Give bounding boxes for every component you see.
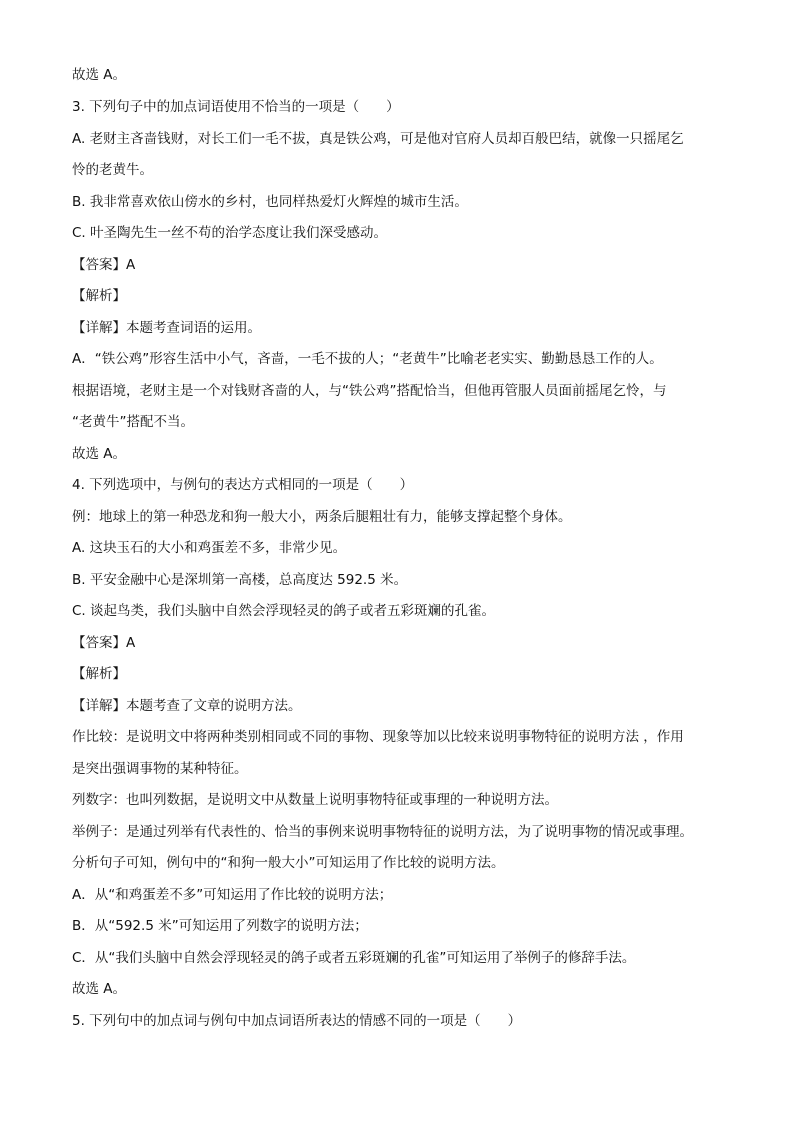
question-4: 4. 下列选项中，与例句的表达方式相同的一项是（ ） — [72, 477, 414, 493]
explanation-line: 分析句子可知，例句中的“和狗一般大小”可知运用了作比较的说明方法。 — [72, 855, 505, 871]
detail-label: 【详解】本题考查了文章的说明方法。 — [72, 698, 302, 714]
option-a: A. 老财主吝啬钱财，对长工们一毛不拔，真是铁公鸡，可是他对官府人员却百般巴结，就像一只摇尾乞 — [72, 131, 684, 147]
explanation-line: “老黄牛”搭配不当。 — [72, 414, 194, 430]
option-a: A. 这块玉石的大小和鸡蛋差不多，非常少见。 — [72, 540, 347, 556]
explanation-line: 是突出强调事物的某种特征。 — [72, 761, 248, 777]
option-c: C. 叶圣陶先生一丝不苟的治学态度让我们深受感动。 — [72, 225, 388, 241]
answer-label: 【答案】A — [72, 635, 136, 651]
explanation-line: B．从“592.5 米”可知运用了列数字的说明方法； — [72, 918, 368, 934]
option-a-cont: 怜的老黄牛。 — [72, 162, 153, 178]
detail-label: 【详解】本题考查词语的运用。 — [72, 320, 261, 336]
option-b: B. 我非常喜欢依山傍水的乡村，也同样热爱灯火辉煌的城市生活。 — [72, 194, 468, 210]
question-5: 5. 下列句中的加点词与例句中加点词语所表达的情感不同的一项是（ ） — [72, 1013, 522, 1029]
analysis-label: 【解析】 — [72, 666, 126, 682]
explanation-line: C．从“我们头脑中自然会浮现轻灵的鸽子或者五彩斑斓的孔雀”可知运用了举例子的修辞手法。 — [72, 950, 636, 966]
option-c: C. 谈起鸟类，我们头脑中自然会浮现轻灵的鸽子或者五彩斑斓的孔雀。 — [72, 603, 496, 619]
explanation-line: A．从“和鸡蛋差不多”可知运用了作比较的说明方法； — [72, 887, 393, 903]
explanation-line: 列数字：也叫列数据，是说明文中从数量上说明事物特征或事理的一种说明方法。 — [72, 792, 558, 808]
answer-label: 【答案】A — [72, 257, 136, 273]
analysis-label: 【解析】 — [72, 288, 126, 304]
example-sentence: 例：地球上的第一种恐龙和狗一般大小，两条后腿粗壮有力，能够支撑起整个身体。 — [72, 509, 572, 525]
explanation-line: 根据语境，老财主是一个对钱财吝啬的人，与“铁公鸡”搭配恰当，但他再管服人员面前摇尾乞怜，与 — [72, 383, 667, 399]
explanation-line: 举例子：是通过列举有代表性的、恰当的事例来说明事物特征的说明方法，为了说明事物的情况或事理。 — [72, 824, 693, 840]
text-line: 故选 A。 — [72, 446, 127, 462]
option-b: B. 平安金融中心是深圳第一高楼，总高度达 592.5 米。 — [72, 572, 408, 588]
explanation-line: 作比较：是说明文中将两种类别相同或不同的事物、现象等加以比较来说明事物特征的说明方法 ，作用 — [72, 729, 684, 745]
text-line: 故选 A。 — [72, 67, 127, 83]
text-line: 故选 A。 — [72, 981, 127, 997]
explanation-line: A．“铁公鸡”形容生活中小气，吝啬，一毛不拔的人；“老黄牛”比喻老老实实、勤勤恳恳工作的人。 — [72, 351, 663, 367]
question-3: 3. 下列句子中的加点词语使用不恰当的一项是（ ） — [72, 99, 400, 115]
